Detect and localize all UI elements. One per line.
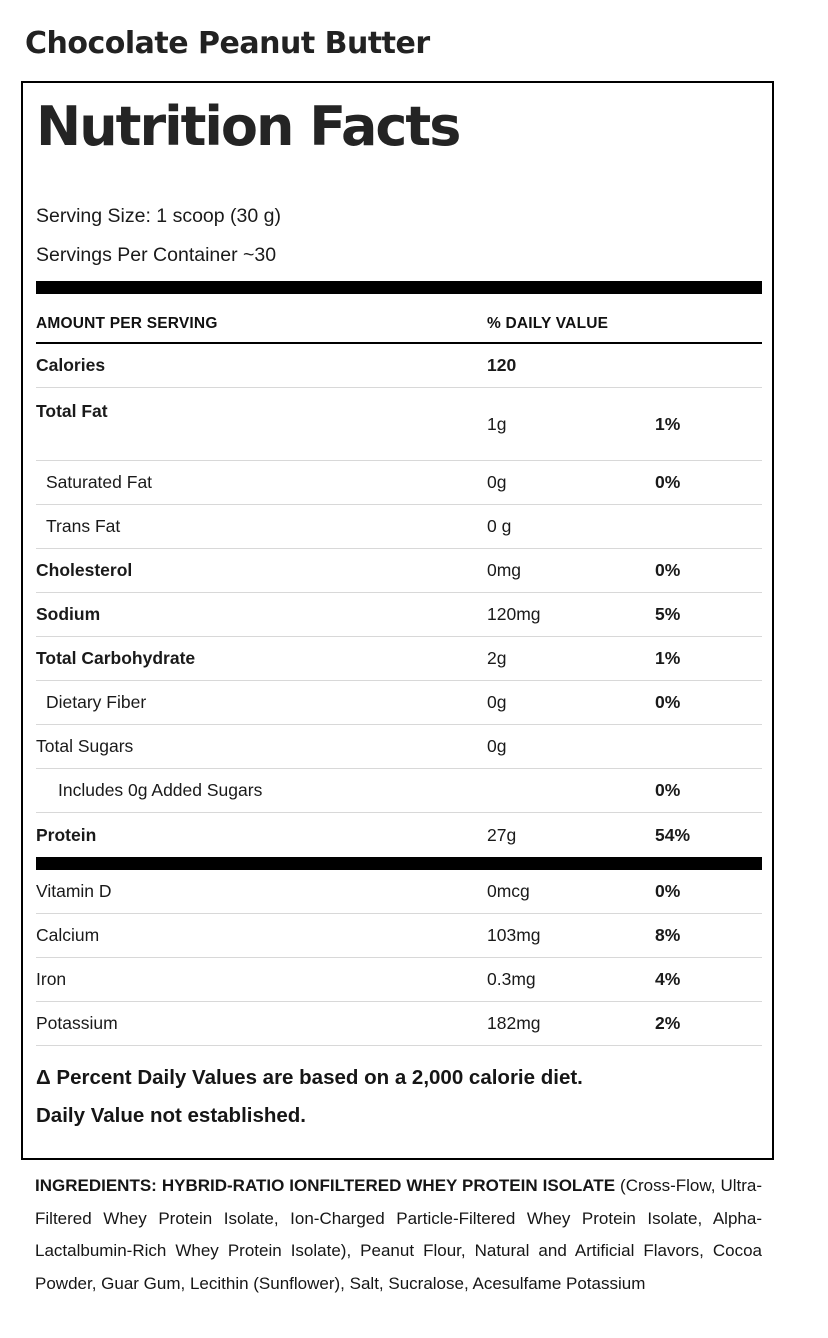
nutrient-dv: 1%	[655, 413, 681, 434]
nutrient-amount: 0 g	[487, 516, 512, 536]
nutrient-label: Iron	[36, 969, 67, 989]
nutrient-amount: 0g	[487, 736, 507, 756]
amount-per-serving-header: AMOUNT PER SERVING	[36, 315, 218, 332]
nutrient-amount: 1g	[487, 413, 507, 434]
ingredients-paragraph	[35, 1170, 762, 1300]
separator-bar	[36, 857, 762, 870]
nutrient-row	[36, 593, 762, 637]
nutrient-amount: 2g	[487, 648, 507, 668]
nutrient-row	[36, 813, 762, 857]
nutrient-row	[36, 505, 762, 549]
column-header-row	[36, 294, 762, 344]
micronutrient-rows	[36, 870, 762, 1046]
nutrient-label: Potassium	[36, 1013, 118, 1033]
nutrient-row	[36, 1002, 762, 1046]
product-title: Chocolate Peanut Butter	[25, 26, 430, 61]
servings-per-container: Servings Per Container ~30	[36, 244, 277, 266]
nutrient-row	[36, 549, 762, 593]
nutrient-label: Total Sugars	[36, 736, 134, 756]
nutrient-amount: 0.3mg	[487, 969, 536, 989]
nutrient-row	[36, 769, 762, 813]
footnote-daily-values: Δ Percent Daily Values are based on a 2,000 calorie diet.	[36, 1066, 583, 1089]
nutrient-amount: 182mg	[487, 1013, 541, 1033]
nutrient-row	[36, 958, 762, 1002]
nutrient-dv: 5%	[655, 604, 681, 624]
nutrient-row	[36, 388, 762, 461]
nutrient-label: Trans Fat	[46, 516, 121, 536]
nutrient-dv: 0%	[655, 472, 681, 492]
nutrient-amount: 103mg	[487, 925, 541, 945]
nutrient-amount: 120mg	[487, 604, 541, 624]
nutrient-row	[36, 681, 762, 725]
nutrient-amount: 0g	[487, 472, 507, 492]
nutrient-row	[36, 461, 762, 505]
nutrient-amount: 27g	[487, 824, 517, 845]
serving-info	[36, 205, 762, 267]
serving-size: Serving Size: 1 scoop (30 g)	[36, 205, 281, 227]
nutrient-row	[36, 637, 762, 681]
nutrient-dv: 4%	[655, 969, 681, 989]
nutrient-amount: 0mg	[487, 560, 522, 580]
nutrient-row	[36, 344, 762, 388]
nutrient-dv: 8%	[655, 925, 681, 945]
nutrition-facts-heading: Nutrition Facts	[36, 95, 460, 158]
nutrient-label: Includes 0g Added Sugars	[58, 780, 263, 800]
nutrient-rows	[36, 344, 762, 857]
nutrition-facts-panel	[21, 81, 774, 1160]
nutrient-label: Calcium	[36, 925, 100, 945]
nutrient-label: Total Fat	[36, 401, 108, 421]
nutrient-label: Total Carbohydrate	[36, 648, 196, 668]
nutrient-dv: 0%	[655, 780, 681, 800]
separator-bar	[36, 281, 762, 294]
nutrient-label: Protein	[36, 824, 97, 845]
nutrient-dv: 54%	[655, 824, 691, 845]
footnote-not-established: Daily Value not established.	[36, 1104, 307, 1127]
ingredients-body: (Cross-Flow, Ultra-Filtered Whey Protein Isolate, Ion-Charged Particle-Filtered Whey Protein Isolate, Alpha-Lactalbumin-Rich Whey Protein Isolate), Peanut Flour, Natural and Artificial Flavors, Cocoa Powder, Guar Gum, Lecithin (Sunflower), Salt, Sucralose, Acesulfame Potassium	[35, 1176, 762, 1293]
nutrient-row	[36, 914, 762, 958]
nutrient-label: Calories	[36, 355, 106, 375]
nutrient-label: Vitamin D	[36, 881, 112, 901]
nutrient-dv: 1%	[655, 648, 681, 668]
daily-value-header: % DAILY VALUE	[487, 315, 609, 332]
nutrient-row	[36, 870, 762, 914]
nutrient-label: Saturated Fat	[46, 472, 153, 492]
nutrient-dv: 0%	[655, 881, 681, 901]
nutrient-amount: 0g	[487, 692, 507, 712]
nutrient-dv: 0%	[655, 692, 681, 712]
nutrient-row	[36, 725, 762, 769]
nutrient-label: Dietary Fiber	[46, 692, 147, 712]
nutrient-dv: 0%	[655, 560, 681, 580]
nutrient-dv: 2%	[655, 1013, 681, 1033]
footnote	[36, 1046, 762, 1158]
nutrient-amount: 0mcg	[487, 881, 530, 901]
nutrient-label: Sodium	[36, 604, 101, 624]
nutrient-amount: 120	[487, 355, 517, 375]
ingredients-lead: INGREDIENTS: HYBRID-RATIO IONFILTERED WHEY PROTEIN ISOLATE	[35, 1176, 616, 1195]
nutrient-label: Cholesterol	[36, 560, 133, 580]
